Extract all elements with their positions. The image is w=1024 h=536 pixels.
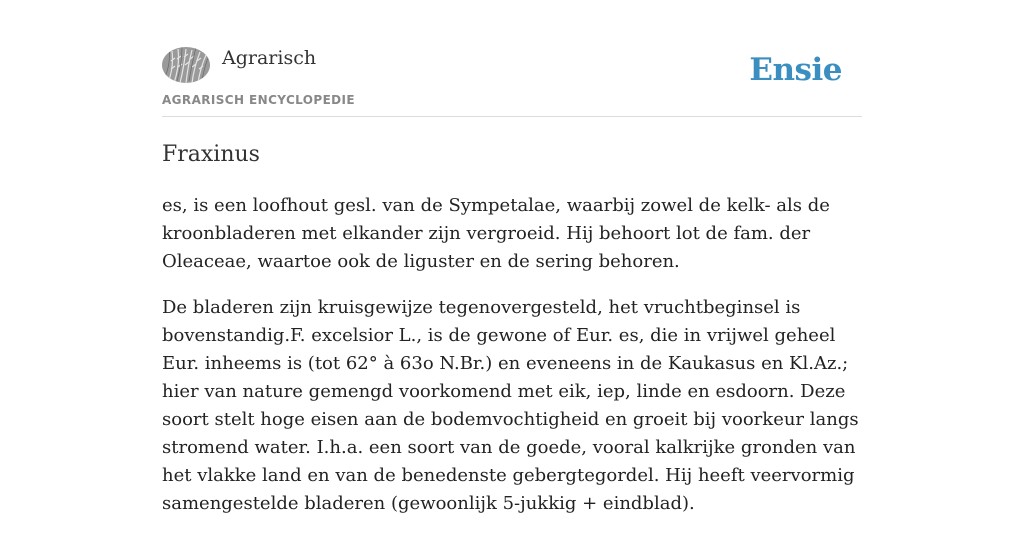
header [162,0,862,117]
wheat-logo-icon [162,47,210,83]
entry-paragraph: De bladeren zijn kruisgewijze tegenovergesteld, het vruchtbeginsel is bovenstandig.F. excelsior L., is de gewone of Eur. es, die in vrijwel geheel Eur. inheems is (tot 62° à 63o N.Br.) en eveneens in de Kaukasus en Kl.Az.; hier van nature gemengd voorkomend met eik, iep, linde en esdoorn. Deze soort stelt hoge eisen aan de bodemvochtigheid en groeit bij voorkeur langs stromend water. I.h.a. een soort van de goede, vooral kalkrijke gronden van het vlakke land en van de benedenste gebergtegordel. Hij heeft veervormig samengestelde bladeren (gewoonlijk 5-jukkig + eindblad). [162,297,859,514]
source-title[interactable]: Agrarisch [222,47,317,69]
entry-paragraph: es, is een loofhout gesl. van de Sympetalae, waarbij zowel de kelk- als de kroonbladeren met elkander zijn vergroeid. Hij behoort lot de fam. der Oleaceae, waartoe ook de liguster en de sering behoren. [162,195,830,272]
source-subtitle: AGRARISCH ENCYCLOPEDIE [162,93,355,107]
source-logo-link[interactable] [162,47,210,83]
entry-title: Fraxinus [162,142,260,167]
ensie-brand-link[interactable]: Ensie [749,52,842,88]
entry-body [162,192,862,536]
page [162,0,862,512]
